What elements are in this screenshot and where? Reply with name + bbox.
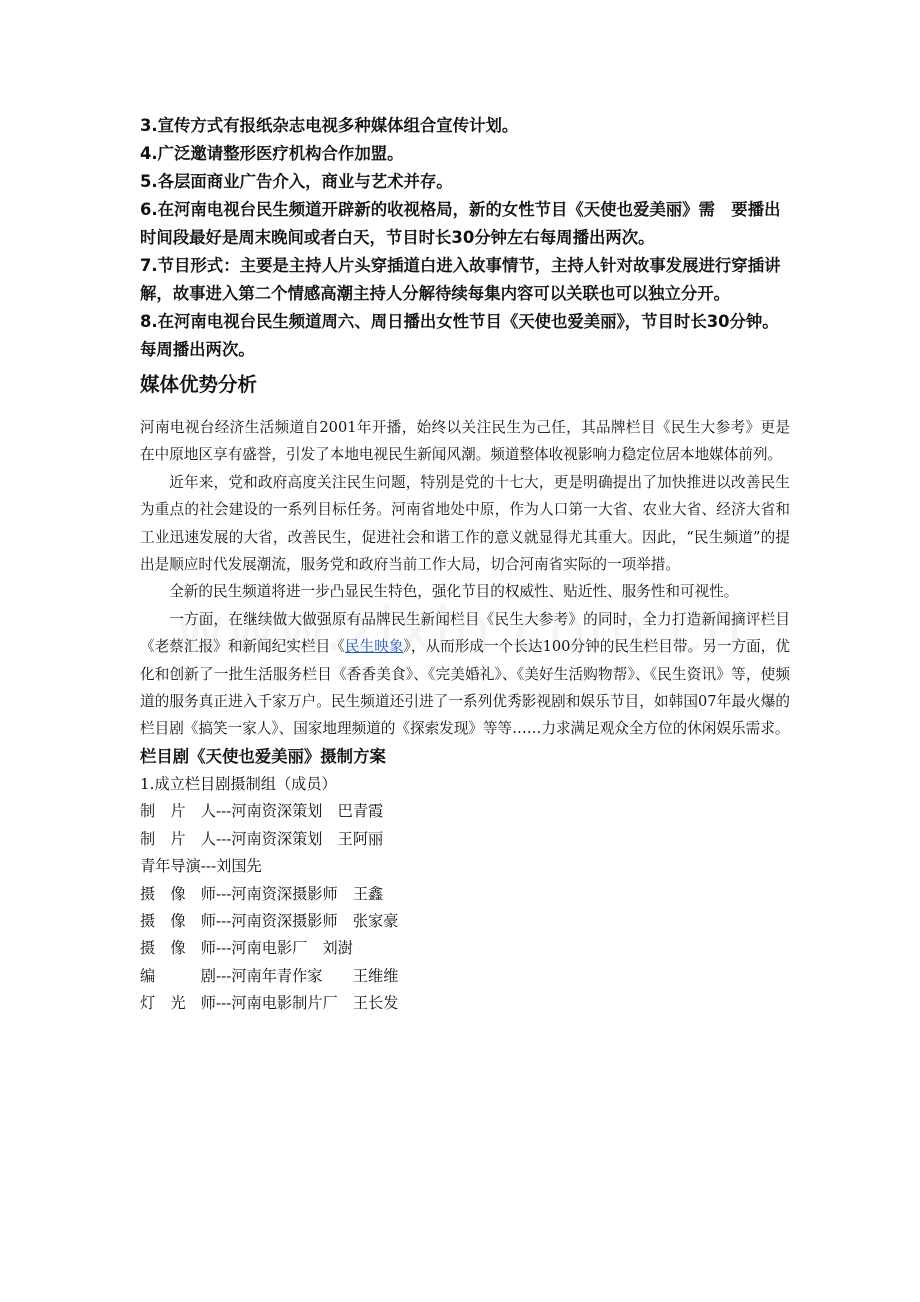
plan-title: 栏目剧《天使也爱美丽》摄制方案	[140, 746, 386, 766]
list-item-6: 6.在河南电视台民生频道开辟新的收视格局，新的女性节目《天使也爱美丽》需 要播出时间段最好是周末晚间或者白天，节目时长30分钟左右每周播出两次。	[140, 200, 781, 247]
section-title: 媒体优势分析	[140, 373, 258, 396]
document-page	[140, 112, 790, 1018]
list-item-4: 4.广泛邀请整形医疗机构合作加盟。	[140, 144, 404, 163]
crew-line: 青年导演---刘国先	[140, 857, 262, 876]
crew-line: 摄 像 师---河南资深摄影师 王鑫	[140, 884, 384, 903]
crew-line: 制 片 人---河南资深策划 王阿丽	[140, 829, 384, 848]
paragraph-channel: 全新的民生频道将进一步凸显民生特色，强化节目的权威性、贴近性、服务性和可视性。	[169, 583, 739, 601]
crew-line: 编 剧---河南年青作家 王维维	[140, 966, 399, 985]
paragraph-intro: 河南电视台经济生活频道自2001年开播，始终以关注民生为己任，其品牌栏目《民生大参考》更是在中原地区享有盛誉，引发了本地电视民生新闻风潮。频道整体收视影响力稳定位居本地媒体前列。	[140, 419, 790, 464]
list-item-5: 5.各层面商业广告介入，商业与艺术并存。	[140, 172, 453, 191]
minsheng-yingxiang-link[interactable]: 民生映象	[344, 638, 404, 656]
crew-line: 制 片 人---河南资深策划 巴青霞	[140, 802, 384, 821]
list-item-8: 8.在河南电视台民生频道周六、周日播出女性节目《天使也爱美丽》，节目时长30分钟。每周播出两次。	[140, 312, 779, 359]
crew-line: 摄 像 师---河南资深摄影师 张家豪	[140, 911, 399, 930]
crew-line: 灯 光 师---河南电影制片厂 王长发	[140, 994, 399, 1013]
paragraph-policy: 近年来，党和政府高度关注民生问题，特别是党的十七大，更是明确提出了加快推进以改善民生为重点的社会建设的一系列目标任务。河南省地处中原，作为人口第一大省、农业大省、经济大省和工业迅速发展的大省，改善民生，促进社会和谐工作的意义就显得尤其重大。因此，“民生频道”的提出是顺应时代发展潮流，服务党和政府当前工作大局，切合河南省实际的一项举措。	[140, 473, 790, 574]
list-item-3: 3.宣传方式有报纸杂志电视多种媒体组合宣传计划。	[140, 116, 519, 135]
paragraph-programs-text-1: 一方面，在继续做大做强原有品牌民生新闻栏目《民生大参考》的同时，全力打造新闻摘评栏目《老蔡汇报》和新闻纪实栏目《	[140, 610, 790, 656]
crew-intro: 1.成立栏目剧摄制组（成员）	[140, 774, 337, 793]
paragraph-programs	[140, 606, 790, 743]
crew-line: 摄 像 师---河南电影厂 刘澍	[140, 939, 353, 958]
list-item-7: 7.节目形式：主要是主持人片头穿插道白进入故事情节，主持人针对故事发展进行穿插讲解，故事进入第二个情感高潮主持人分解待续每集内容可以关联也可以独立分开。	[140, 256, 781, 303]
paragraph-programs-text-2: 》，从而形成一个长达100分钟的民生栏目带。另一方面，优化和创新了一批生活服务栏目《香香美食》、《完美婚礼》、《美好生活购物帮》、《民生资讯》等，使频道的服务真正进入千家万户。民生频道还引进了一系列优秀影视剧和娱乐节目，如韩国07年最火爆的栏目剧《搞笑一家人》、国家地理频道的《探索发现》等等……力求满足观众全方位的休闲娱乐需求。	[140, 638, 790, 738]
